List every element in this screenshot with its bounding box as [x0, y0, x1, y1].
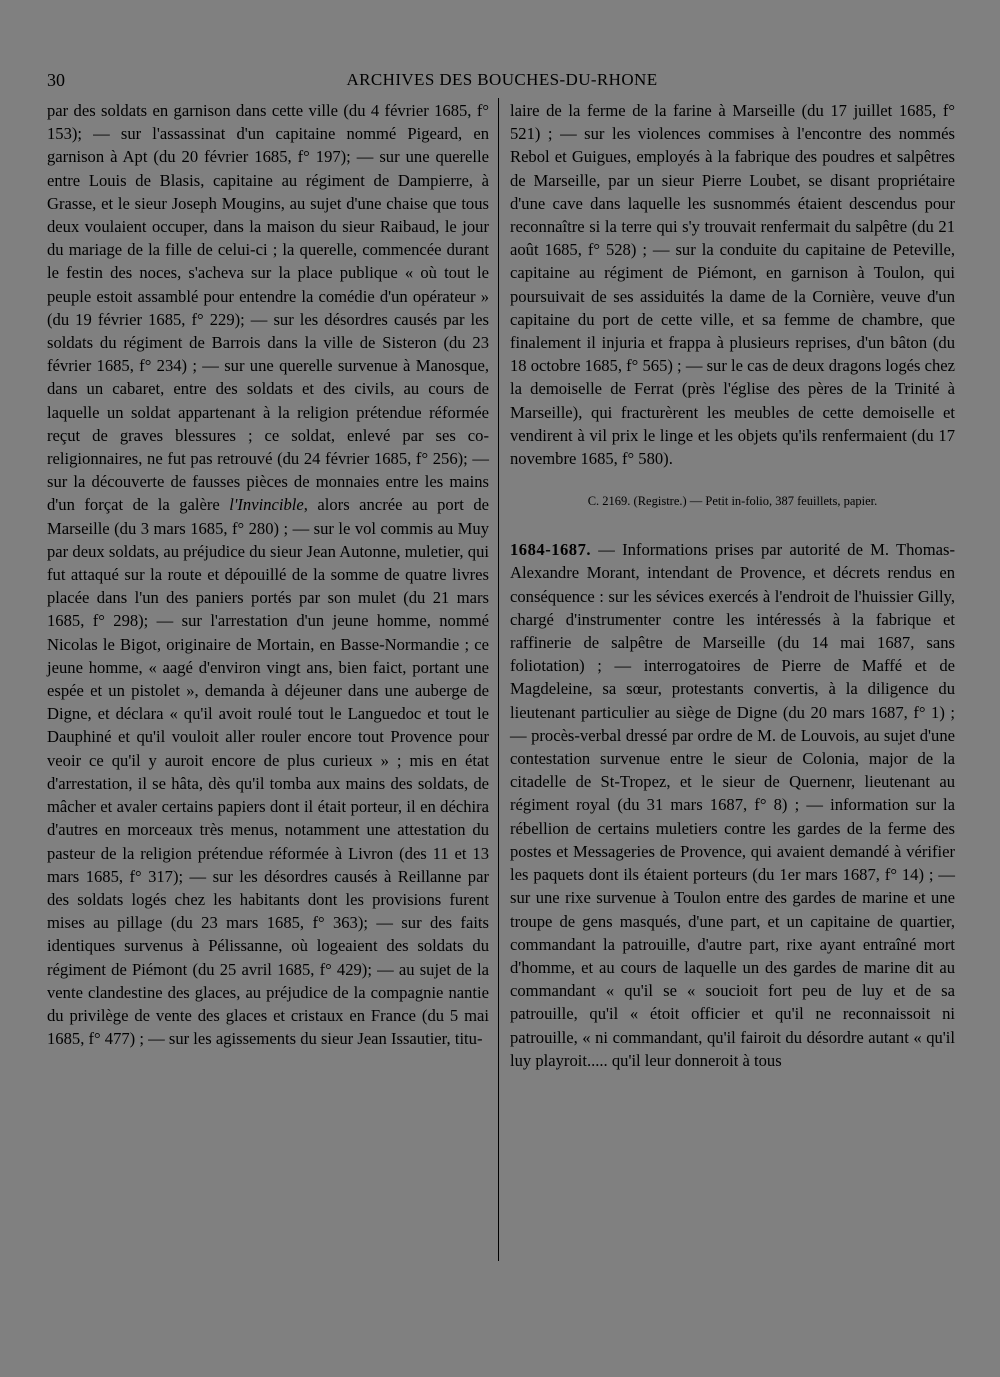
ship-name: l'Invincible	[229, 495, 304, 515]
page-number: 30	[47, 70, 65, 90]
left-column-paragraph	[47, 99, 489, 1050]
archive-reference: C. 2169. (Registre.) — Petit in-folio, 387 feuillets, papier.	[587, 494, 878, 509]
page-header	[47, 70, 957, 94]
right-column	[510, 99, 955, 1072]
right-column-paragraph-2	[510, 538, 955, 1072]
entry-text: — Informations prises par autorité de M. Thomas-Alexandre Morant, intendant de Provence, et décrets rendus en conséquence : sur les sévices exercés à l'endroit de l'huissier Gilly, chargé d'instrumenter contre les intéressés à la fabrique et raffinerie de salpêtre de Marseille (du 14 mai 1687, sans foliotation) ; — interrogatoires de Pierre de Maffé et de Magdeleine, sa sœur, protestants convertis, à la diligence du lieutenant particulier au siège de Digne (du 20 mars 1687, f° 1) ; — procès-verbal dressé par ordre de M. de Louvois, au sujet d'une contestation survenue entre le sieur de Colonia, major de la citadelle de St-Tropez, et le sieur de Quernenr, lieutenant au régiment royal (du 31 mars 1687, f° 8) ; — information sur la rébellion de certains muletiers contre les gardes de la ferme des postes et Messageries de Provence, qui avaient demandé à vérifier les paquets dont ils étaient porteurs (du 1er mars 1687, f° 14) ; — sur une rixe survenue à Toulon entre des gardes de marine et une troupe de gens masqués, d'une part, et un capitaine de quartier, commandant la patrouille, d'autre part, rixe ayant entraîné mort d'homme, et au cours de laquelle un des gardes de marine dit au commandant « qu'il se « soucioit fort peu de luy et de sa patrouille, qu'il « étoit officier et qu'il ne reconnaissoit ni patrouille, « ni commandant, qu'il fairoit du désordre autant « qu'il luy playroit..... qu'il leur donneroit à tous	[510, 540, 955, 1070]
running-title: ARCHIVES DES BOUCHES-DU-RHONE	[346, 70, 658, 89]
left-text-part-2: , alors ancrée au port de Marseille (du 3 mars 1685, f° 280) ; — sur le vol commis au Muy par deux soldats, au préjudice du sieur Jean Autonne, muletier, qui fut attaqué sur la route et dépouillé de la somme de quatre livres placée dans l'un des paniers portés par son mulet (du 21 mars 1685, f° 298); — sur l'arrestation d'un jeune homme, nommé Nicolas le Bigot, originaire de Mortain, en Basse-Normandie ; ce jeune homme, « aagé d'environ vingt ans, bien faict, portant une espée et un pistolet », demanda à déjeuner dans une auberge de Digne, et déclara « qu'il avoit roulé tout le Languedoc et tout le Dauphiné et qu'il vouloit aller rouler encore tout Provence pour veoir ce qu'il y auroit encore de plus curieux » ; mis en état d'arrestation, il se hâta, dès qu'il tomba aux mains des soldats, de mâcher et avaler certains papiers dont il était porteur, il en déchira d'autres en morceaux très menus, notamment une attestation du pasteur de la religion prétendue réformée à Livron (des 11 et 13 mars 1685, f° 317); — sur les désordres causés à Reillanne par des soldats logés chez les habitants dont les provisions furent mises au pillage (du 23 mars 1685, f° 363); — sur des faits identiques survenus à Pélissanne, où logeaient des soldats du régiment de Piémont (du 25 avril 1685, f° 429); — au sujet de la vente clandestine des glaces, au préjudice de la compagnie nantie du privilège de vente des glaces et cristaux en France (du 5 mai 1685, f° 477) ; — sur les agissements du sieur Jean Issautier, titu-	[47, 495, 490, 1049]
entry-date: 1684-1687.	[510, 540, 592, 560]
right-column-paragraph-1: laire de la ferme de la farine à Marseille (du 17 juillet 1685, f° 521) ; — sur les violences commises à l'encontre des nommés Rebol et Guigues, employés à la fabrique des poudres et salpêtres de Marseille, par un sieur Pierre Loubet, se disant propriétaire d'une cave dans laquelle les susnommés étaient descendus pour reconnaître si la terre qui s'y trouvait renfermait du salpêtre (du 21 août 1685, f° 528) ; — sur la conduite du capitaine de Peteville, capitaine au régiment de Piémont, en garnison à Toulon, qui poursuivait de ses assiduités la dame de la Cornière, veuve d'un capitaine du port de cette ville, et sa femme de chambre, que finalement il injuria et frappa à plusieurs reprises, d'un bâton (du 18 octobre 1685, f° 565) ; — sur le cas de deux dragons logés chez la demoiselle de Ferrat (près l'église des pères de la Trinité à Marseille), qui fracturèrent les meubles de cette demoiselle et vendirent à vil prix le linge et les objets qu'ils renfermaient (du 17 novembre 1685, f° 580).	[510, 101, 955, 469]
column-divider	[498, 98, 499, 1261]
left-text-part-1: par des soldats en garnison dans cette ville (du 4 février 1685, f° 153); — sur l'assassinat d'un capitaine nommé Pigeard, en garnison à Apt (du 20 février 1685, f° 197); — sur une querelle entre Louis de Blasis, capitaine au régiment de Dampierre, à Grasse, et le sieur Joseph Mougins, au sujet d'une chaise que tous deux voulaient occuper, dans la maison du sieur Raibaud, le jour du mariage de la fille de celui-ci ; la querelle, commencée durant le festin des noces, s'acheva sur la place publique « où tout le peuple estoit assamblé pour entendre la comédie d'un opérateur » (du 19 février 1685, f° 229); — sur les désordres causés par les soldats du régiment de Barrois dans la ville de Sisteron (du 23 février 1685, f° 234) ; — sur une querelle survenue à Manosque, dans un cabaret, entre des soldats et des civils, au cours de laquelle un soldat appartenant à la religion prétendue réformée reçut de graves blessures ; ce soldat, enlevé par ses co-religionnaires, ne fut pas retrouvé (du 24 février 1685, f° 256); — sur la découverte de fausses pièces de monnaies entre les mains d'un forçat de la galère	[47, 101, 489, 515]
left-column	[47, 99, 489, 1050]
